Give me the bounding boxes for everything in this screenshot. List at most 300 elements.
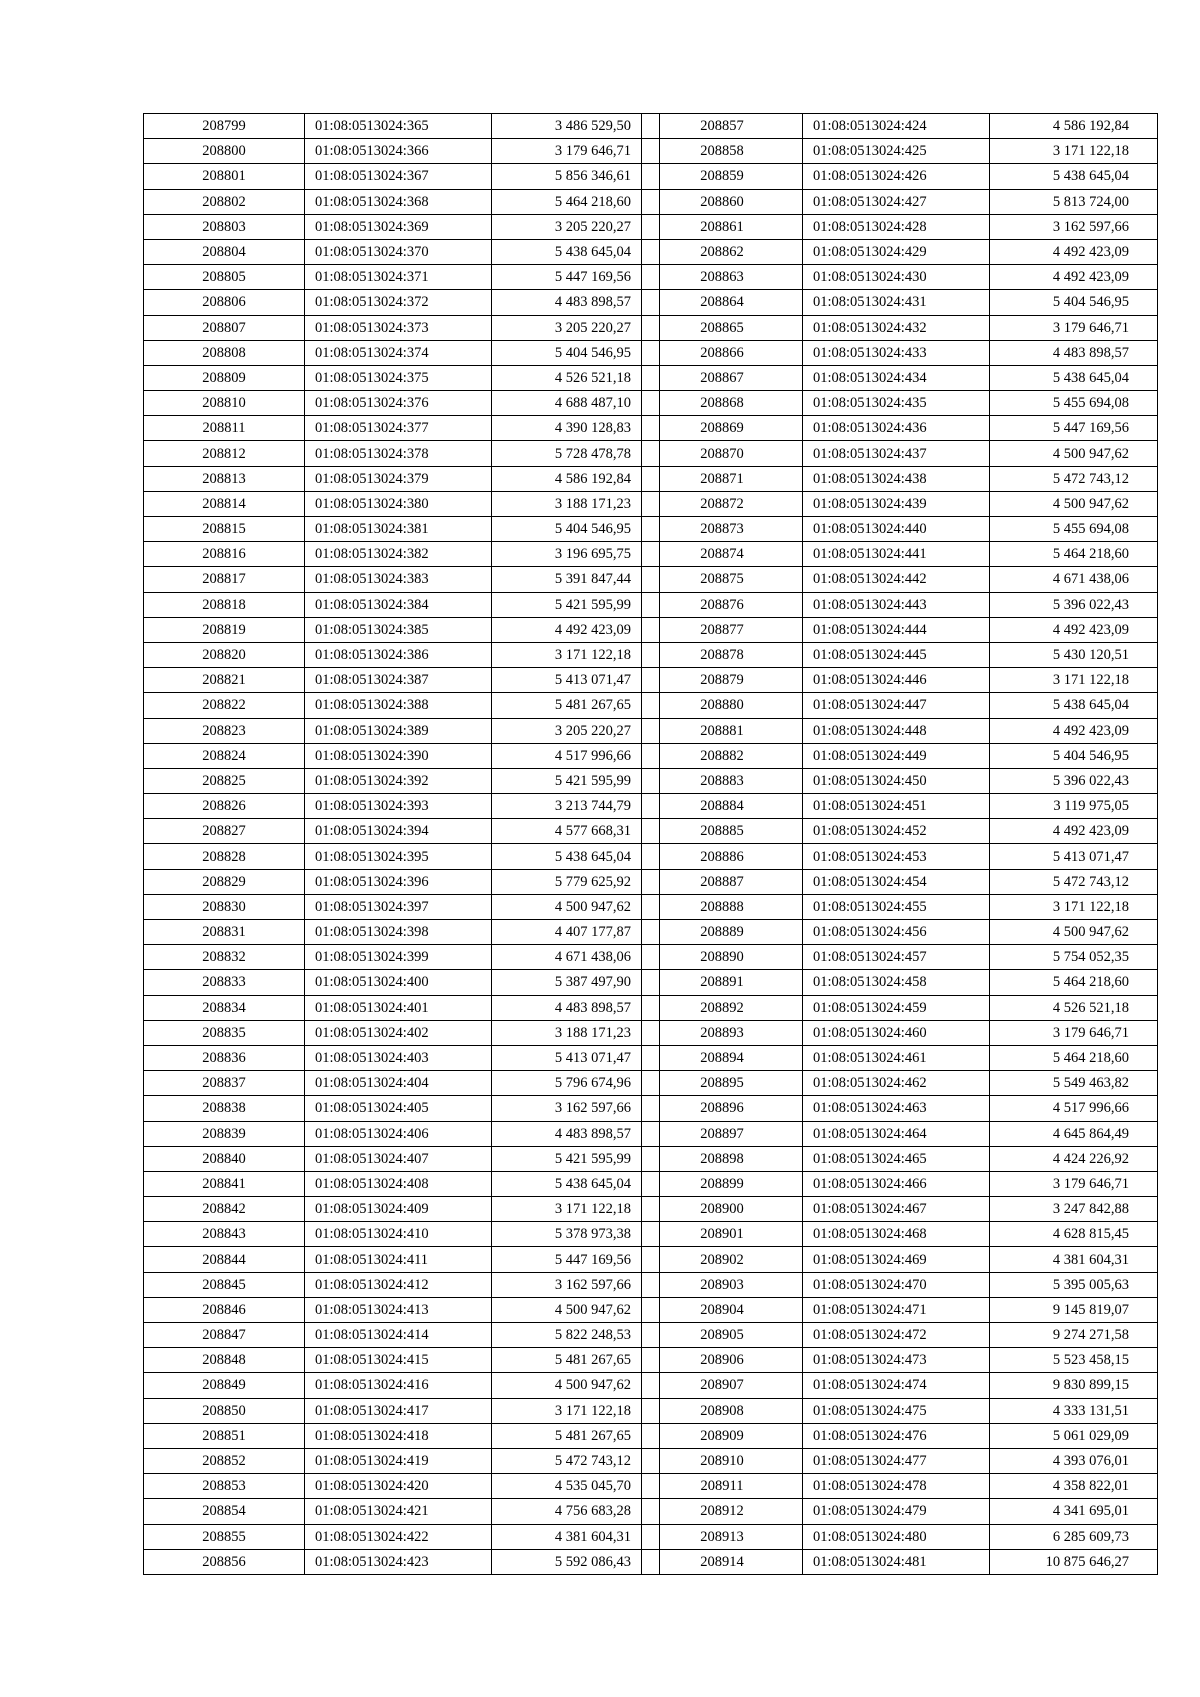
row-number-cell: 208865 <box>642 315 803 340</box>
cadastral-number-cell: 01:08:0513024:399 <box>305 945 492 970</box>
value-cell: 5 447 169,56 <box>492 1247 660 1272</box>
value-cell: 5 430 120,51 <box>990 642 1158 667</box>
value-cell: 5 728 478,78 <box>492 441 660 466</box>
table-row <box>642 1549 1158 1574</box>
row-number-cell: 208852 <box>144 1448 305 1473</box>
table-row <box>144 1247 660 1272</box>
row-number-cell: 208872 <box>642 491 803 516</box>
cadastral-number-cell: 01:08:0513024:443 <box>803 592 990 617</box>
value-cell: 5 438 645,04 <box>492 844 660 869</box>
table-row <box>144 466 660 491</box>
cadastral-number-cell: 01:08:0513024:378 <box>305 441 492 466</box>
value-cell: 4 586 192,84 <box>492 466 660 491</box>
value-cell: 5 754 052,35 <box>990 945 1158 970</box>
table-row <box>144 239 660 264</box>
table-row <box>144 642 660 667</box>
cadastral-number-cell: 01:08:0513024:445 <box>803 642 990 667</box>
row-number-cell: 208878 <box>642 642 803 667</box>
table-row <box>642 1045 1158 1070</box>
cadastral-number-cell: 01:08:0513024:386 <box>305 642 492 667</box>
cadastral-number-cell: 01:08:0513024:442 <box>803 567 990 592</box>
cadastral-number-cell: 01:08:0513024:420 <box>305 1474 492 1499</box>
value-cell: 3 196 695,75 <box>492 542 660 567</box>
row-number-cell: 208910 <box>642 1448 803 1473</box>
value-cell: 5 421 595,99 <box>492 1146 660 1171</box>
row-number-cell: 208914 <box>642 1549 803 1574</box>
value-cell: 4 393 076,01 <box>990 1448 1158 1473</box>
row-number-cell: 208809 <box>144 365 305 390</box>
table-row <box>144 768 660 793</box>
row-number-cell: 208813 <box>144 466 305 491</box>
row-number-cell: 208810 <box>144 391 305 416</box>
table-row <box>144 290 660 315</box>
table-row <box>642 139 1158 164</box>
table-row <box>642 617 1158 642</box>
cadastral-number-cell: 01:08:0513024:407 <box>305 1146 492 1171</box>
row-number-cell: 208877 <box>642 617 803 642</box>
cadastral-number-cell: 01:08:0513024:456 <box>803 920 990 945</box>
row-number-cell: 208867 <box>642 365 803 390</box>
table-row <box>144 1474 660 1499</box>
value-cell: 3 205 220,27 <box>492 315 660 340</box>
value-cell: 3 205 220,27 <box>492 214 660 239</box>
cadastral-number-cell: 01:08:0513024:393 <box>305 794 492 819</box>
cadastral-number-cell: 01:08:0513024:436 <box>803 416 990 441</box>
cadastral-number-cell: 01:08:0513024:437 <box>803 441 990 466</box>
cadastral-number-cell: 01:08:0513024:422 <box>305 1524 492 1549</box>
row-number-cell: 208884 <box>642 794 803 819</box>
cadastral-number-cell: 01:08:0513024:404 <box>305 1071 492 1096</box>
cadastral-number-cell: 01:08:0513024:381 <box>305 517 492 542</box>
value-cell: 5 464 218,60 <box>990 1045 1158 1070</box>
table-row <box>642 1146 1158 1171</box>
value-cell: 4 586 192,84 <box>990 114 1158 139</box>
cadastral-number-cell: 01:08:0513024:435 <box>803 391 990 416</box>
row-number-cell: 208853 <box>144 1474 305 1499</box>
value-cell: 5 413 071,47 <box>990 844 1158 869</box>
cadastral-number-cell: 01:08:0513024:405 <box>305 1096 492 1121</box>
cadastral-number-cell: 01:08:0513024:415 <box>305 1348 492 1373</box>
cadastral-number-cell: 01:08:0513024:396 <box>305 869 492 894</box>
cadastral-number-cell: 01:08:0513024:481 <box>803 1549 990 1574</box>
cadastral-number-cell: 01:08:0513024:417 <box>305 1398 492 1423</box>
cadastral-number-cell: 01:08:0513024:430 <box>803 265 990 290</box>
value-cell: 5 813 724,00 <box>990 189 1158 214</box>
table-row <box>642 718 1158 743</box>
value-cell: 5 481 267,65 <box>492 1348 660 1373</box>
value-cell: 9 145 819,07 <box>990 1297 1158 1322</box>
value-cell: 4 500 947,62 <box>990 491 1158 516</box>
value-cell: 4 577 668,31 <box>492 819 660 844</box>
cadastral-number-cell: 01:08:0513024:441 <box>803 542 990 567</box>
table-row <box>144 164 660 189</box>
cadastral-number-cell: 01:08:0513024:413 <box>305 1297 492 1322</box>
row-number-cell: 208905 <box>642 1323 803 1348</box>
table-row <box>144 592 660 617</box>
cadastral-number-cell: 01:08:0513024:365 <box>305 114 492 139</box>
cadastral-number-cell: 01:08:0513024:452 <box>803 819 990 844</box>
cadastral-number-cell: 01:08:0513024:479 <box>803 1499 990 1524</box>
value-cell: 4 358 822,01 <box>990 1474 1158 1499</box>
table-row <box>144 189 660 214</box>
table-row <box>642 1197 1158 1222</box>
row-number-cell: 208825 <box>144 768 305 793</box>
table-row <box>144 214 660 239</box>
value-cell: 4 492 423,09 <box>990 819 1158 844</box>
table-row <box>144 114 660 139</box>
value-cell: 5 549 463,82 <box>990 1071 1158 1096</box>
row-number-cell: 208804 <box>144 239 305 264</box>
cadastral-number-cell: 01:08:0513024:480 <box>803 1524 990 1549</box>
table-row <box>642 466 1158 491</box>
row-number-cell: 208894 <box>642 1045 803 1070</box>
cadastral-number-cell: 01:08:0513024:431 <box>803 290 990 315</box>
value-cell: 3 179 646,71 <box>990 315 1158 340</box>
row-number-cell: 208913 <box>642 1524 803 1549</box>
table-row <box>642 693 1158 718</box>
value-cell: 4 341 695,01 <box>990 1499 1158 1524</box>
table-row <box>144 1373 660 1398</box>
table-row <box>144 743 660 768</box>
value-cell: 3 171 122,18 <box>990 894 1158 919</box>
row-number-cell: 208866 <box>642 340 803 365</box>
value-cell: 9 830 899,15 <box>990 1373 1158 1398</box>
row-number-cell: 208907 <box>642 1373 803 1398</box>
table-row <box>144 920 660 945</box>
table-row <box>144 1197 660 1222</box>
cadastral-number-cell: 01:08:0513024:462 <box>803 1071 990 1096</box>
value-cell: 5 822 248,53 <box>492 1323 660 1348</box>
value-cell: 5 438 645,04 <box>492 1171 660 1196</box>
table-row <box>642 315 1158 340</box>
cadastral-number-cell: 01:08:0513024:451 <box>803 794 990 819</box>
cadastral-number-cell: 01:08:0513024:389 <box>305 718 492 743</box>
row-number-cell: 208864 <box>642 290 803 315</box>
row-number-cell: 208815 <box>144 517 305 542</box>
row-number-cell: 208840 <box>144 1146 305 1171</box>
value-cell: 4 526 521,18 <box>492 365 660 390</box>
table-row <box>642 794 1158 819</box>
value-cell: 5 396 022,43 <box>990 768 1158 793</box>
row-number-cell: 208906 <box>642 1348 803 1373</box>
table-row <box>144 869 660 894</box>
table-row <box>642 970 1158 995</box>
table-row <box>144 718 660 743</box>
row-number-cell: 208909 <box>642 1423 803 1448</box>
table-row <box>642 768 1158 793</box>
cadastral-number-cell: 01:08:0513024:409 <box>305 1197 492 1222</box>
table-row <box>144 1348 660 1373</box>
value-cell: 4 381 604,31 <box>990 1247 1158 1272</box>
value-cell: 3 119 975,05 <box>990 794 1158 819</box>
table-row <box>144 1171 660 1196</box>
cadastral-number-cell: 01:08:0513024:397 <box>305 894 492 919</box>
row-number-cell: 208807 <box>144 315 305 340</box>
row-number-cell: 208837 <box>144 1071 305 1096</box>
value-cell: 4 500 947,62 <box>492 894 660 919</box>
value-cell: 3 171 122,18 <box>492 642 660 667</box>
table-row <box>642 517 1158 542</box>
table-row <box>144 617 660 642</box>
row-number-cell: 208846 <box>144 1297 305 1322</box>
cadastral-number-cell: 01:08:0513024:427 <box>803 189 990 214</box>
value-cell: 5 481 267,65 <box>492 693 660 718</box>
row-number-cell: 208814 <box>144 491 305 516</box>
cadastral-number-cell: 01:08:0513024:463 <box>803 1096 990 1121</box>
table-row <box>642 491 1158 516</box>
cadastral-number-cell: 01:08:0513024:459 <box>803 995 990 1020</box>
cadastral-number-cell: 01:08:0513024:438 <box>803 466 990 491</box>
row-number-cell: 208850 <box>144 1398 305 1423</box>
table-row <box>144 1272 660 1297</box>
table-row <box>642 592 1158 617</box>
row-number-cell: 208826 <box>144 794 305 819</box>
row-number-cell: 208851 <box>144 1423 305 1448</box>
value-cell: 3 171 122,18 <box>990 139 1158 164</box>
cadastral-number-cell: 01:08:0513024:466 <box>803 1171 990 1196</box>
cadastral-number-cell: 01:08:0513024:401 <box>305 995 492 1020</box>
value-cell: 5 856 346,61 <box>492 164 660 189</box>
row-number-cell: 208857 <box>642 114 803 139</box>
row-number-cell: 208899 <box>642 1171 803 1196</box>
cadastral-number-cell: 01:08:0513024:423 <box>305 1549 492 1574</box>
cadastral-number-cell: 01:08:0513024:457 <box>803 945 990 970</box>
cadastral-number-cell: 01:08:0513024:384 <box>305 592 492 617</box>
cadastral-number-cell: 01:08:0513024:469 <box>803 1247 990 1272</box>
row-number-cell: 208820 <box>144 642 305 667</box>
value-cell: 5 447 169,56 <box>492 265 660 290</box>
row-number-cell: 208824 <box>144 743 305 768</box>
row-number-cell: 208911 <box>642 1474 803 1499</box>
value-cell: 5 404 546,95 <box>990 743 1158 768</box>
value-cell: 3 247 842,88 <box>990 1197 1158 1222</box>
row-number-cell: 208875 <box>642 567 803 592</box>
table-row <box>642 1423 1158 1448</box>
value-cell: 5 404 546,95 <box>492 340 660 365</box>
table-row <box>642 416 1158 441</box>
cadastral-number-cell: 01:08:0513024:411 <box>305 1247 492 1272</box>
table-right-body <box>642 114 1158 1575</box>
value-cell: 5 779 625,92 <box>492 869 660 894</box>
cadastral-number-cell: 01:08:0513024:371 <box>305 265 492 290</box>
cadastral-number-cell: 01:08:0513024:406 <box>305 1121 492 1146</box>
row-number-cell: 208799 <box>144 114 305 139</box>
value-cell: 4 645 864,49 <box>990 1121 1158 1146</box>
table-row <box>642 1398 1158 1423</box>
cadastral-number-cell: 01:08:0513024:388 <box>305 693 492 718</box>
table-row <box>144 819 660 844</box>
table-row <box>144 1398 660 1423</box>
value-cell: 3 486 529,50 <box>492 114 660 139</box>
table-row <box>144 668 660 693</box>
cadastral-number-cell: 01:08:0513024:367 <box>305 164 492 189</box>
table-row <box>642 265 1158 290</box>
cadastral-number-cell: 01:08:0513024:418 <box>305 1423 492 1448</box>
table-row <box>642 1448 1158 1473</box>
row-number-cell: 208833 <box>144 970 305 995</box>
table-row <box>642 391 1158 416</box>
cadastral-number-cell: 01:08:0513024:470 <box>803 1272 990 1297</box>
cadastral-number-cell: 01:08:0513024:421 <box>305 1499 492 1524</box>
row-number-cell: 208842 <box>144 1197 305 1222</box>
row-number-cell: 208816 <box>144 542 305 567</box>
value-cell: 3 205 220,27 <box>492 718 660 743</box>
value-cell: 5 413 071,47 <box>492 1045 660 1070</box>
row-number-cell: 208896 <box>642 1096 803 1121</box>
cadastral-number-cell: 01:08:0513024:432 <box>803 315 990 340</box>
row-number-cell: 208832 <box>144 945 305 970</box>
value-cell: 4 483 898,57 <box>492 1121 660 1146</box>
cadastral-number-cell: 01:08:0513024:377 <box>305 416 492 441</box>
value-cell: 3 171 122,18 <box>492 1398 660 1423</box>
row-number-cell: 208839 <box>144 1121 305 1146</box>
table-row <box>642 1222 1158 1247</box>
value-cell: 4 500 947,62 <box>990 920 1158 945</box>
row-number-cell: 208893 <box>642 1020 803 1045</box>
table-row <box>144 970 660 995</box>
table-row <box>642 1373 1158 1398</box>
cadastral-number-cell: 01:08:0513024:382 <box>305 542 492 567</box>
table-row <box>642 819 1158 844</box>
table-row <box>144 340 660 365</box>
row-number-cell: 208881 <box>642 718 803 743</box>
cadastral-number-cell: 01:08:0513024:394 <box>305 819 492 844</box>
value-cell: 5 391 847,44 <box>492 567 660 592</box>
cadastral-number-cell: 01:08:0513024:387 <box>305 668 492 693</box>
row-number-cell: 208819 <box>144 617 305 642</box>
row-number-cell: 208900 <box>642 1197 803 1222</box>
row-number-cell: 208886 <box>642 844 803 869</box>
table-row <box>642 668 1158 693</box>
table-row <box>144 542 660 567</box>
row-number-cell: 208834 <box>144 995 305 1020</box>
row-number-cell: 208855 <box>144 1524 305 1549</box>
row-number-cell: 208908 <box>642 1398 803 1423</box>
row-number-cell: 208822 <box>144 693 305 718</box>
value-cell: 5 464 218,60 <box>990 970 1158 995</box>
cadastral-number-cell: 01:08:0513024:448 <box>803 718 990 743</box>
value-cell: 6 285 609,73 <box>990 1524 1158 1549</box>
value-cell: 5 523 458,15 <box>990 1348 1158 1373</box>
value-cell: 3 179 646,71 <box>990 1171 1158 1196</box>
cadastral-number-cell: 01:08:0513024:426 <box>803 164 990 189</box>
cadastral-number-cell: 01:08:0513024:403 <box>305 1045 492 1070</box>
cadastral-number-cell: 01:08:0513024:467 <box>803 1197 990 1222</box>
row-number-cell: 208800 <box>144 139 305 164</box>
cadastral-number-cell: 01:08:0513024:398 <box>305 920 492 945</box>
row-number-cell: 208902 <box>642 1247 803 1272</box>
value-cell: 4 492 423,09 <box>990 718 1158 743</box>
table-row <box>642 945 1158 970</box>
row-number-cell: 208892 <box>642 995 803 1020</box>
cadastral-number-cell: 01:08:0513024:444 <box>803 617 990 642</box>
value-cell: 3 162 597,66 <box>492 1272 660 1297</box>
cadastral-number-cell: 01:08:0513024:453 <box>803 844 990 869</box>
row-number-cell: 208843 <box>144 1222 305 1247</box>
cadastral-number-cell: 01:08:0513024:455 <box>803 894 990 919</box>
cadastral-number-cell: 01:08:0513024:461 <box>803 1045 990 1070</box>
value-cell: 5 378 973,38 <box>492 1222 660 1247</box>
cadastral-number-cell: 01:08:0513024:440 <box>803 517 990 542</box>
value-cell: 4 390 128,83 <box>492 416 660 441</box>
value-cell: 3 179 646,71 <box>492 139 660 164</box>
table-row <box>144 441 660 466</box>
table-row <box>144 794 660 819</box>
table-row <box>642 1524 1158 1549</box>
cadastral-number-cell: 01:08:0513024:464 <box>803 1121 990 1146</box>
cadastral-number-cell: 01:08:0513024:400 <box>305 970 492 995</box>
table-row <box>144 391 660 416</box>
cadastral-number-cell: 01:08:0513024:390 <box>305 743 492 768</box>
row-number-cell: 208844 <box>144 1247 305 1272</box>
value-cell: 4 517 996,66 <box>492 743 660 768</box>
cadastral-number-cell: 01:08:0513024:468 <box>803 1222 990 1247</box>
cadastral-number-cell: 01:08:0513024:410 <box>305 1222 492 1247</box>
value-cell: 5 438 645,04 <box>990 693 1158 718</box>
value-cell: 3 213 744,79 <box>492 794 660 819</box>
value-cell: 4 628 815,45 <box>990 1222 1158 1247</box>
value-cell: 4 381 604,31 <box>492 1524 660 1549</box>
row-number-cell: 208861 <box>642 214 803 239</box>
value-cell: 5 472 743,12 <box>990 869 1158 894</box>
table-row <box>642 365 1158 390</box>
table-row <box>642 1272 1158 1297</box>
table-row <box>642 114 1158 139</box>
value-cell: 5 455 694,08 <box>990 517 1158 542</box>
value-cell: 5 447 169,56 <box>990 416 1158 441</box>
cadastral-number-cell: 01:08:0513024:425 <box>803 139 990 164</box>
value-cell: 5 413 071,47 <box>492 668 660 693</box>
cadastral-number-cell: 01:08:0513024:454 <box>803 869 990 894</box>
value-cell: 4 535 045,70 <box>492 1474 660 1499</box>
value-cell: 4 671 438,06 <box>492 945 660 970</box>
row-number-cell: 208827 <box>144 819 305 844</box>
table-row <box>144 1499 660 1524</box>
cadastral-number-cell: 01:08:0513024:433 <box>803 340 990 365</box>
value-cell: 4 526 521,18 <box>990 995 1158 1020</box>
row-number-cell: 208802 <box>144 189 305 214</box>
row-number-cell: 208879 <box>642 668 803 693</box>
cadastral-number-cell: 01:08:0513024:472 <box>803 1323 990 1348</box>
value-cell: 5 455 694,08 <box>990 391 1158 416</box>
table-row <box>144 1323 660 1348</box>
table-row <box>144 1146 660 1171</box>
table-row <box>144 315 660 340</box>
value-cell: 4 492 423,09 <box>492 617 660 642</box>
table-row <box>642 567 1158 592</box>
cadastral-number-cell: 01:08:0513024:428 <box>803 214 990 239</box>
table-row <box>144 1096 660 1121</box>
table-row <box>642 441 1158 466</box>
table-row <box>144 1448 660 1473</box>
table-row <box>642 290 1158 315</box>
table-row <box>144 844 660 869</box>
cadastral-number-cell: 01:08:0513024:471 <box>803 1297 990 1322</box>
table-row <box>642 894 1158 919</box>
cadastral-number-cell: 01:08:0513024:434 <box>803 365 990 390</box>
table-row <box>144 1071 660 1096</box>
row-number-cell: 208854 <box>144 1499 305 1524</box>
cadastral-number-cell: 01:08:0513024:383 <box>305 567 492 592</box>
cadastral-number-cell: 01:08:0513024:473 <box>803 1348 990 1373</box>
value-cell: 5 387 497,90 <box>492 970 660 995</box>
cadastral-number-cell: 01:08:0513024:447 <box>803 693 990 718</box>
row-number-cell: 208859 <box>642 164 803 189</box>
value-cell: 5 404 546,95 <box>492 517 660 542</box>
value-cell: 5 438 645,04 <box>492 239 660 264</box>
row-number-cell: 208901 <box>642 1222 803 1247</box>
row-number-cell: 208847 <box>144 1323 305 1348</box>
